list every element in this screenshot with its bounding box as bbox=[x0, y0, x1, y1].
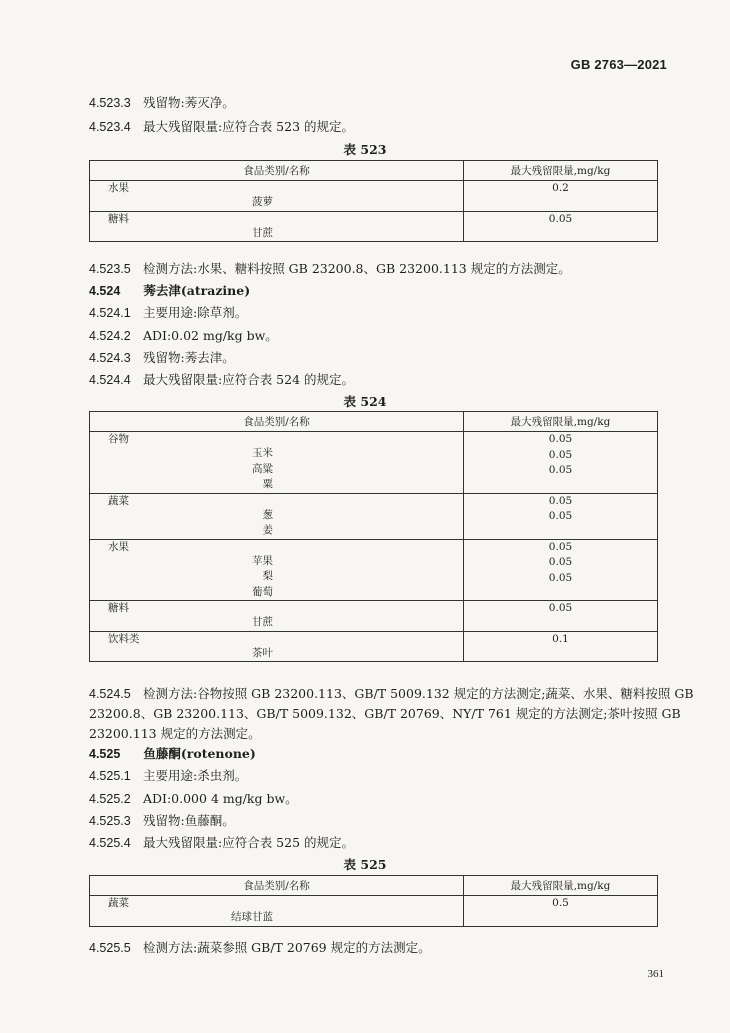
clause-4-524-5-line-3: 23200.113 规定的方法测定。 bbox=[89, 726, 261, 741]
clause-4-525-3 bbox=[89, 813, 235, 829]
mrl-value: 0.2 bbox=[552, 182, 569, 194]
food-category: 糖料 bbox=[108, 212, 129, 225]
clause-text: ADI:0.02 mg/kg bw。 bbox=[142, 328, 278, 343]
table-525-caption: 表 525 bbox=[343, 857, 387, 872]
table-523-caption: 表 523 bbox=[343, 142, 387, 157]
table-header-row bbox=[90, 161, 658, 181]
clause-number: 4.525 bbox=[89, 747, 121, 761]
food-group-cell bbox=[90, 631, 464, 662]
clause-text: 残留物:莠灭净。 bbox=[142, 95, 235, 110]
clause-text: 检测方法:谷物按照 GB 23200.113、GB/T 5009.132 规定的方法测定;蔬菜、水果、糖料按照 GB bbox=[142, 686, 694, 701]
clause-text: 最大残留限量:应符合表 525 的规定。 bbox=[142, 835, 355, 850]
table-row bbox=[90, 631, 658, 662]
food-name: 茶叶 bbox=[252, 646, 273, 659]
food-category: 蔬菜 bbox=[108, 494, 129, 507]
clause-4-525-4 bbox=[89, 835, 354, 851]
clause-4-524-2 bbox=[89, 328, 278, 344]
clause-4-525-1 bbox=[89, 768, 247, 784]
mrl-cell bbox=[464, 896, 658, 927]
clause-4-525-5 bbox=[89, 940, 431, 956]
clause-4-524-3 bbox=[89, 350, 235, 366]
mrl-value: 0.05 bbox=[548, 494, 573, 507]
clause-number: 4.525.5 bbox=[89, 941, 131, 955]
food-group-cell bbox=[90, 896, 464, 927]
mrl-cell bbox=[464, 601, 658, 632]
clause-number: 4.524.5 bbox=[89, 687, 131, 701]
clause-number: 4.525.1 bbox=[89, 769, 131, 783]
clause-4-525-2 bbox=[89, 791, 298, 807]
clause-number: 4.523.5 bbox=[89, 262, 131, 276]
mrl-cell bbox=[464, 181, 658, 212]
mrl-cell bbox=[464, 493, 658, 539]
standard-number: GB 2763—2021 bbox=[570, 57, 667, 72]
clause-text: 检测方法:水果、糖料按照 GB 23200.8、GB 23200.113 规定的方法测定。 bbox=[142, 261, 571, 276]
food-category: 饮料类 bbox=[108, 632, 140, 645]
header-mrl: 最大残留限量,mg/kg bbox=[464, 161, 658, 181]
mrl-value: 0.05 bbox=[548, 433, 573, 445]
mrl-cell bbox=[464, 539, 658, 601]
clause-number: 4.523.4 bbox=[89, 120, 131, 134]
section-title: 莠去津(atrazine) bbox=[143, 283, 251, 298]
clause-number: 4.523.3 bbox=[89, 96, 131, 110]
food-name: 粟 bbox=[262, 478, 273, 490]
table-525 bbox=[89, 875, 658, 927]
section-4-525-title bbox=[89, 746, 256, 762]
food-group-cell bbox=[90, 493, 464, 539]
clause-4-523-3 bbox=[89, 95, 235, 111]
food-name: 结球甘蓝 bbox=[231, 911, 273, 923]
food-category: 谷物 bbox=[108, 433, 129, 445]
header-food-category: 食品类别/名称 bbox=[90, 412, 464, 432]
table-row bbox=[90, 493, 658, 539]
food-category: 水果 bbox=[108, 540, 129, 553]
header-food-category: 食品类别/名称 bbox=[90, 876, 464, 896]
food-name: 葱 bbox=[262, 508, 273, 521]
clause-4-524-1 bbox=[89, 305, 247, 321]
clause-number: 4.524.1 bbox=[89, 306, 131, 320]
clause-number: 4.524.2 bbox=[89, 329, 131, 343]
mrl-value: 0.05 bbox=[548, 464, 573, 476]
mrl-value: 0.5 bbox=[552, 897, 569, 909]
table-524-caption: 表 524 bbox=[343, 394, 387, 409]
food-name: 高粱 bbox=[252, 462, 273, 475]
mrl-cell bbox=[464, 211, 658, 242]
clause-text: 最大残留限量:应符合表 524 的规定。 bbox=[142, 372, 355, 387]
page-number: 361 bbox=[647, 968, 664, 980]
mrl-value: 0.05 bbox=[548, 212, 573, 225]
clause-4-524-5-line-1 bbox=[89, 686, 694, 702]
table-523 bbox=[89, 160, 658, 242]
table-header-row bbox=[90, 412, 658, 432]
header-mrl: 最大残留限量,mg/kg bbox=[464, 412, 658, 432]
food-group-cell bbox=[90, 601, 464, 632]
clause-text: 残留物:莠去津。 bbox=[142, 350, 235, 365]
food-name: 梨 bbox=[262, 570, 273, 582]
table-row bbox=[90, 211, 658, 242]
mrl-value: 0.05 bbox=[548, 510, 573, 522]
clause-number: 4.524.4 bbox=[89, 373, 131, 387]
mrl-cell bbox=[464, 631, 658, 662]
clause-number: 4.525.4 bbox=[89, 836, 131, 850]
clause-text: 最大残留限量:应符合表 523 的规定。 bbox=[142, 119, 355, 134]
table-row bbox=[90, 432, 658, 494]
section-title: 鱼藤酮(rotenone) bbox=[143, 746, 256, 761]
food-group-cell bbox=[90, 432, 464, 494]
section-4-524-title bbox=[89, 283, 250, 299]
clause-number: 4.524 bbox=[89, 284, 121, 298]
clause-text: ADI:0.000 4 mg/kg bw。 bbox=[142, 791, 298, 806]
food-group-cell bbox=[90, 539, 464, 601]
header-food-category: 食品类别/名称 bbox=[90, 161, 464, 181]
clause-text: 主要用途:除草剂。 bbox=[142, 305, 248, 320]
clause-4-524-5-line-2: 23200.8、GB 23200.113、GB/T 5009.132、GB/T 20769、NY/T 761 规定的方法测定;茶叶按照 GB bbox=[89, 706, 681, 721]
clause-text: 残留物:鱼藤酮。 bbox=[142, 813, 235, 828]
food-name: 姜 bbox=[262, 524, 273, 536]
clause-4-523-4 bbox=[89, 119, 354, 135]
food-group-cell bbox=[90, 211, 464, 242]
food-name: 葡萄 bbox=[252, 585, 273, 598]
clause-text: 检测方法:蔬菜参照 GB/T 20769 规定的方法测定。 bbox=[142, 940, 431, 955]
table-row bbox=[90, 539, 658, 601]
food-category: 蔬菜 bbox=[108, 897, 129, 909]
clause-text: 主要用途:杀虫剂。 bbox=[142, 768, 248, 783]
mrl-value: 0.05 bbox=[548, 448, 573, 461]
table-524 bbox=[89, 411, 658, 662]
food-name: 菠萝 bbox=[252, 196, 273, 208]
mrl-value: 0.05 bbox=[548, 540, 573, 553]
table-header-row bbox=[90, 876, 658, 896]
food-name: 甘蔗 bbox=[252, 226, 273, 239]
table-row bbox=[90, 896, 658, 927]
food-name: 苹果 bbox=[252, 554, 273, 567]
mrl-value: 0.05 bbox=[548, 571, 573, 584]
table-row bbox=[90, 601, 658, 632]
food-group-cell bbox=[90, 181, 464, 212]
mrl-value: 0.1 bbox=[552, 632, 569, 645]
food-category: 水果 bbox=[108, 182, 129, 194]
clause-number: 4.524.3 bbox=[89, 351, 131, 365]
food-category: 糖料 bbox=[108, 602, 129, 614]
mrl-cell bbox=[464, 432, 658, 494]
mrl-value: 0.05 bbox=[548, 602, 573, 614]
header-mrl: 最大残留限量,mg/kg bbox=[464, 876, 658, 896]
clause-4-523-5 bbox=[89, 261, 571, 277]
clause-number: 4.525.3 bbox=[89, 814, 131, 828]
food-name: 玉米 bbox=[252, 447, 273, 459]
food-name: 甘蔗 bbox=[252, 616, 273, 628]
table-row bbox=[90, 181, 658, 212]
clause-4-524-4 bbox=[89, 372, 354, 388]
clause-number: 4.525.2 bbox=[89, 792, 131, 806]
mrl-value: 0.05 bbox=[548, 556, 573, 568]
